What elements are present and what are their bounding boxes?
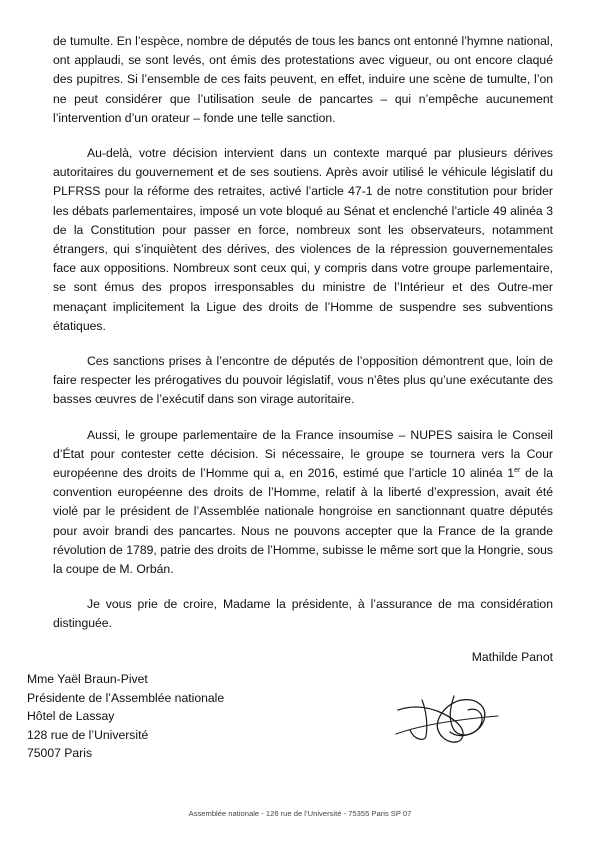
paragraph-context: Au-delà, votre décision intervient dans un contexte marqué par plusieurs dérives autoritaires du gouvernement et de ses soutiens. Après avoir utilisé le véhicule législatif du PLFRSS pour la réforme des retraites, activé l’article 47-1 de notre constitution pour brider les débats parlementaires, imposé un vote bloqué au Sénat et enclenché l’article 49 alinéa 3 de la Constitution pour passer en force, nombreux sont les observateurs, notamment étrangers, qui s’inquiètent des dérives, des violences de la répression gouvernementales face aux oppositions. Nombreux sont ceux qui, y compris dans votre groupe parlementaire, se sont émus des propos irresponsables du ministre de l’Intérieur et des Outre-mer menaçant implicitement la Ligue des droits de l’Homme de suspendre ses subventions étatiques.: [53, 146, 553, 333]
recipient-title: Présidente de l’Assemblée nationale: [27, 690, 225, 705]
letter-body: [53, 32, 553, 634]
recipient-address-block: [27, 670, 224, 763]
footer-address: Assemblée nationale - 126 rue de l’Université - 75355 Paris SP 07: [188, 809, 412, 818]
recipient-building: Hôtel de Lassay: [27, 709, 115, 724]
paragraph-tumulte: de tumulte. En l’espèce, nombre de députés de tous les bancs ont entonné l’hymne national, ont applaudi, se sont levés, ont émis des protestations avec vigueur, ou ont encore claqué des pupitres. Si l’ensemble de ces faits peuvent, en effet, induire une scène de tumulte, l’on ne peut considérer que l’utilisation seule de pancartes – qui n’empêche aucunement l’intervention d’un orateur – fonde une telle sanction.: [53, 34, 553, 125]
signer-name: Mathilde Panot: [471, 650, 553, 664]
paragraph-conseil-etat: [53, 426, 553, 580]
paragraph-conseil-etat-part1: Aussi, le groupe parlementaire de la France insoumise – NUPES saisira le Conseil d’État pour contester cette décision. Si nécessaire, le groupe se tournera vers la Cour européenne des droits de l’Homme qui a, en 2016, estimé que l’article 10 alinéa 1: [53, 427, 553, 481]
recipient-street: 128 rue de l’Université: [27, 727, 149, 742]
paragraph-conseil-etat-part2: de la convention européenne des droits de l’Homme, relatif à la liberté d’expression, avait été violé par le président de l’Assemblée nationale hongroise en sanctionnant quatre députés pour avoir brandi des pancartes. Nous ne pouvons accepter que la France de la grande révolution de 1789, patrie des droits de l’Homme, subisse le même sort que la Hongrie, sous la coupe de M. Orbán.: [53, 466, 553, 577]
recipient-name: Mme Yaël Braun-Pivet: [27, 672, 148, 686]
recipient-city: 75007 Paris: [27, 746, 93, 761]
handwritten-signature: [392, 690, 502, 746]
paragraph-closing: Je vous prie de croire, Madame la présidente, à l’assurance de ma considération distinguée.: [53, 597, 553, 631]
superscript-er: er: [514, 467, 521, 474]
paragraph-sanctions: Ces sanctions prises à l’encontre de députés de l’opposition démontrent que, loin de faire respecter les prérogatives du pouvoir législatif, vous n’êtes plus qu’une exécutante des basses œuvres de l’exécutif dans son virage autoritaire.: [53, 354, 553, 407]
